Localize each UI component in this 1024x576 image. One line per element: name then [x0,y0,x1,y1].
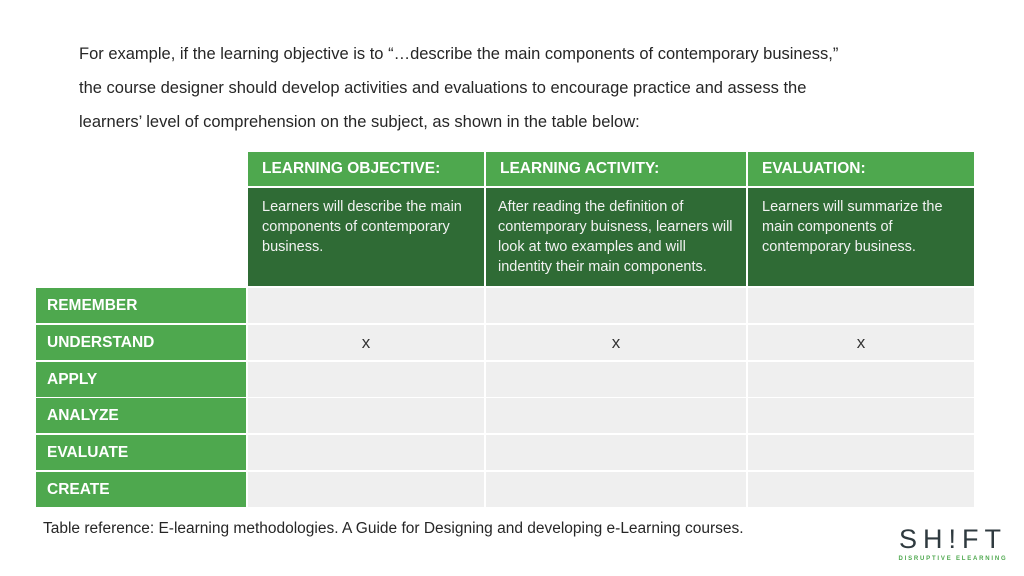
table-cell [248,472,484,507]
shift-logo [893,524,1013,562]
table-cell [248,435,484,470]
intro-line-1: For example, if the learning objective is to “…describe the main components of contemporary business,” [79,45,839,63]
level-apply: APPLY [36,362,246,397]
header-learning-activity: LEARNING ACTIVITY: [486,152,746,186]
header-evaluation: EVALUATION: [748,152,974,186]
level-remember: REMEMBER [36,288,246,323]
table-cell [748,435,974,470]
table-cell: x [748,325,974,360]
intro-line-3: learners’ level of comprehension on the subject, as shown in the table below: [79,113,640,131]
table-cell [486,435,746,470]
table-cell [748,398,974,433]
evaluation-description: Learners will summarize the main components of contemporary business. [748,188,974,286]
table-cell [486,472,746,507]
intro-line-2: the course designer should develop activities and evaluations to encourage practice and assess the [79,79,807,97]
level-analyze: ANALYZE [36,398,246,433]
level-create: CREATE [36,472,246,507]
objective-description: Learners will describe the main components of contemporary business. [248,188,484,286]
table-cell [748,288,974,323]
table-cell [748,472,974,507]
table-cell [486,288,746,323]
table-cell: x [248,325,484,360]
table-cell [748,362,974,397]
table-cell [486,362,746,397]
table-cell: x [486,325,746,360]
activity-description: After reading the definition of contemporary buisness, learners will look at two examples and will indentity their main components. [486,188,746,286]
table-reference-caption: Table reference: E-learning methodologies. A Guide for Designing and developing e-Learning courses. [43,520,744,537]
level-evaluate: EVALUATE [36,435,246,470]
table-cell [486,398,746,433]
level-understand: UNDERSTAND [36,325,246,360]
header-learning-objective: LEARNING OBJECTIVE: [248,152,484,186]
logo-tagline: DISRUPTIVE ELEARNING [898,556,1008,562]
table-cell [248,288,484,323]
logo-mark: SH!FT [899,524,1007,554]
table-cell [248,398,484,433]
intro-text [79,37,979,139]
table-cell [248,362,484,397]
